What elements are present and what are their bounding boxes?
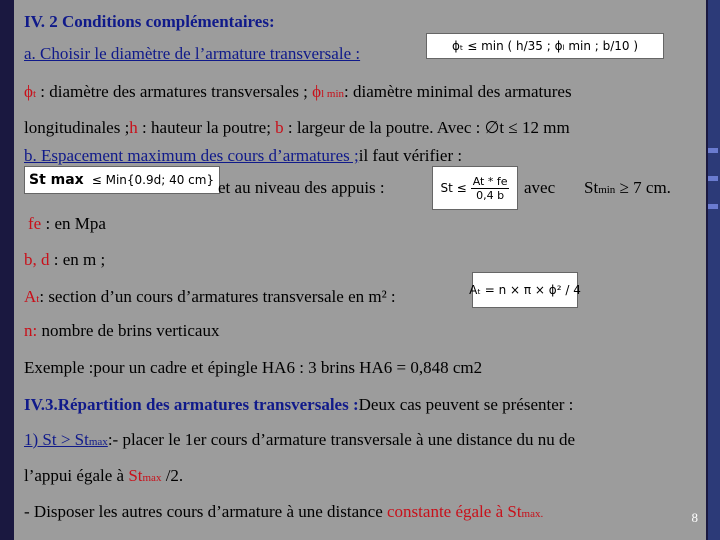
line-stmin: Stmin ≥ 7 cm. [584,178,671,197]
formula-st-max: St max ≤ Min{0.9d; 40 cm} [24,166,220,194]
line-at-section: At: section d’un cours d’armatures transversale en m² : [24,287,396,306]
slide-frame [14,0,706,540]
line-case-1: 1) St > Stmax:- placer le 1er cours d’armature transversale à une distance du nu de [24,430,576,449]
side-decoration [708,148,718,153]
page-number: 8 [691,510,698,525]
formula-at: Aₜ = n × π × ϕ² / 4 [472,272,578,308]
line-b-heading: b. Espacement maximum des cours d’armatures ;il faut vérifier : [24,146,463,165]
right-side-bar [708,0,720,540]
formula-phi-min: ϕₜ ≤ min ( h/35 ; ϕₗ min ; b/10 ) [426,33,664,59]
line-a-heading: a. Choisir le diamètre de l’armature transversale : [24,44,361,63]
line-bd-unit: b, d : en m ; [24,250,106,269]
line-avec: avec [524,178,556,197]
side-decoration [708,176,718,181]
line-phi-definition: ϕt : diamètre des armatures transversales ; ϕl min: diamètre minimal des armatures [24,82,572,101]
formula-appuis: St ≤ $\frac{At * fe}{0,4 b}$ [432,166,518,210]
line-longitudinales: longitudinales ;h : hauteur la poutre; b : largeur de la poutre. Avec : ∅t ≤ 12 mm [24,118,570,137]
line-appuis: et au niveau des appuis : [218,178,385,197]
line-appui-half: l’appui égale à Stmax /2. [24,466,184,485]
line-iv3-heading: IV.3.Répartition des armatures transversales :Deux cas peuvent se présenter : [24,395,574,414]
line-exemple: Exemple :pour un cadre et épingle HA6 : 3 brins HA6 = 0,848 cm2 [24,358,483,377]
line-fe-unit: fe : en Mpa [28,214,106,233]
slide-title: IV. 2 Conditions complémentaires: [24,12,275,31]
line-dispose: - Disposer les autres cours d’armature à une distance constante égale à Stmax. [24,502,544,521]
side-decoration [708,204,718,209]
line-n-brins: n: nombre de brins verticaux [24,321,220,340]
